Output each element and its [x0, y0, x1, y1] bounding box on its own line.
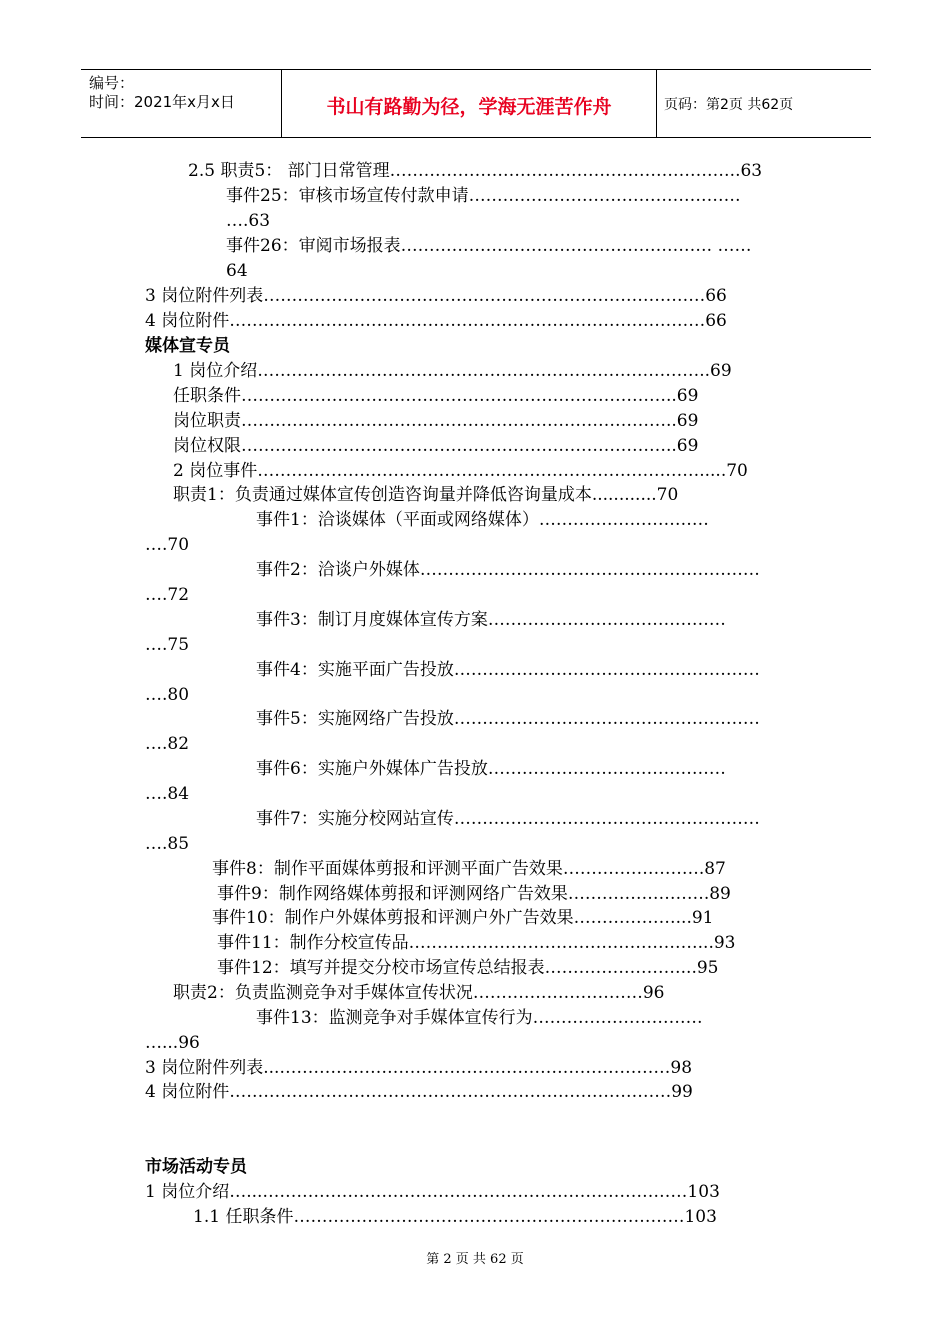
toc-line: 职责1：负责通过媒体宣传创造咨询量并降低咨询量成本............70	[173, 485, 679, 505]
toc-line: 事件13：监测竞争对手媒体宣传行为…………………………	[256, 1008, 703, 1028]
toc-line: 事件2：洽谈户外媒体……………………………………………………	[256, 560, 760, 580]
toc-line: 3 岗位附件列表...……………………………………………………………98	[145, 1058, 693, 1078]
toc-line: 事件12：填写并提交分校市场宣传总结报表……………………...95	[217, 958, 719, 978]
document-number-label: 编号：	[89, 74, 135, 92]
toc-line: 职责2：负责监测竞争对手媒体宣传状况…………………………96	[173, 983, 665, 1003]
page-header	[81, 69, 871, 138]
toc-line: 岗位职责…………………………………………………………………..69	[173, 411, 699, 431]
header-motto-cell	[281, 70, 657, 137]
toc-line: ….63	[226, 211, 271, 231]
toc-line: ….70	[145, 535, 190, 555]
toc-line: 3 岗位附件列表……………………………………………………………………66	[145, 286, 727, 306]
toc-line: 4 岗位附件…………………………………………………………………………66	[145, 311, 727, 331]
toc-line: 事件7：实施分校网站宣传………………………………………………	[256, 809, 760, 829]
toc-line: 1 岗位介绍…...…………………………………………………………………103	[145, 1182, 720, 1202]
toc-line: 2 岗位事件…………………………………………………………………….....70	[173, 461, 748, 481]
document-time-label: 时间：2021年x月x日	[89, 93, 235, 111]
toc-line: ….72	[145, 585, 190, 605]
toc-line: 事件6：实施户外媒体广告投放……………………………………	[256, 759, 726, 779]
toc-line: ….84	[145, 784, 190, 804]
header-page-number: 页码：第2页 共62页	[664, 97, 794, 113]
toc-line: 1.1 任职条件……………………………………………………………103	[193, 1207, 717, 1227]
toc-line: 事件9：制作网络媒体剪报和评测网络广告效果…………………….89	[217, 884, 731, 904]
toc-section-heading: 媒体宣专员	[145, 336, 230, 356]
toc-line: 岗位权限…………………………………………………………………..69	[173, 436, 699, 456]
toc-line: 1 岗位介绍……………………………………………………………………..69	[173, 361, 732, 381]
toc-line: ….82	[145, 734, 190, 754]
toc-line: ….85	[145, 834, 190, 854]
header-page-cell	[656, 70, 871, 137]
toc-line: 事件3：制订月度媒体宣传方案……………………………………	[256, 610, 726, 630]
toc-line: 事件1：洽谈媒体（平面或网络媒体）…………………………	[256, 510, 709, 530]
toc-line: 任职条件…………………………………………………………………..69	[173, 386, 699, 406]
toc-line: ….75	[145, 635, 190, 655]
toc-line: 2.5 职责5： 部门日常管理……………………………………………………..63	[188, 161, 763, 181]
header-motto: 书山有路勤为径，学海无涯苦作舟	[326, 96, 612, 118]
toc-line: 事件4：实施平面广告投放………………………………………………	[256, 660, 760, 680]
toc-line: 事件8：制作平面媒体剪报和评测平面广告效果…………………….87	[212, 859, 726, 879]
toc-line: 64	[226, 261, 248, 281]
toc-line: 事件11：制作分校宣传品……………………………………………...93	[217, 933, 736, 953]
toc-line: 事件10：制作户外媒体剪报和评测户外广告效果………………...91	[212, 908, 714, 928]
toc-line: ….80	[145, 685, 190, 705]
toc-line: 事件25：审核市场宣传付款申请…………………………………………	[226, 186, 741, 206]
toc-line: 事件5：实施网络广告投放………………………………………………	[256, 709, 760, 729]
toc-line: 4 岗位附件……………………………………………………………………99	[145, 1082, 693, 1102]
toc-line: 事件26：审阅市场报表………………………………………………. ……	[226, 236, 752, 256]
toc-section-heading: 市场活动专员	[145, 1157, 247, 1177]
header-info-cell	[81, 70, 281, 137]
page-footer: 第 2 页 共 62 页	[426, 1252, 524, 1267]
toc-line: …...96	[145, 1033, 200, 1053]
